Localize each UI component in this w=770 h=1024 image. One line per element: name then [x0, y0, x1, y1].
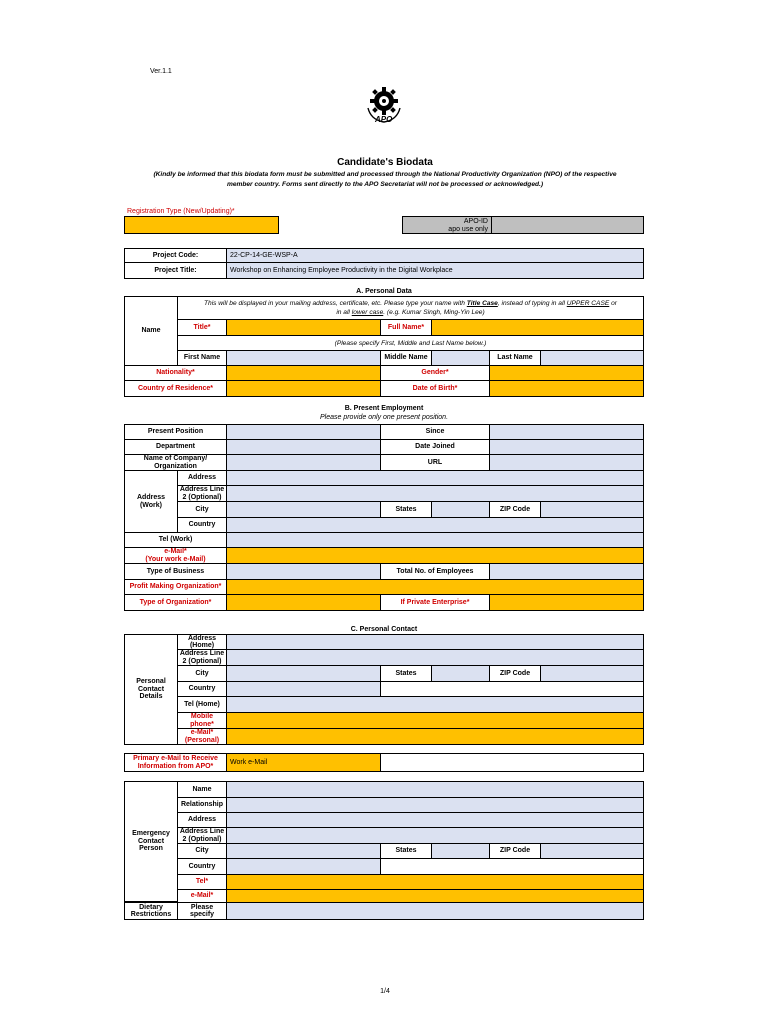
- personal-contact-line2: Contact: [137, 685, 165, 693]
- work-address2-line-a: Address Line: [179, 486, 225, 494]
- name-hint-cell: [177, 296, 644, 320]
- em-email-field[interactable]: [226, 889, 644, 903]
- specify-hint: (Please specify First, Middle and Last Name below.): [334, 340, 487, 347]
- work-email-line1: e-Mail*: [164, 548, 187, 556]
- em-address2-label: [177, 827, 227, 844]
- date-joined-field[interactable]: [489, 439, 644, 455]
- emergency-line1: Emergency: [132, 830, 170, 838]
- middle-name-field[interactable]: [431, 350, 490, 366]
- personal-email-field[interactable]: [226, 728, 644, 745]
- section-a-heading: A. Personal Data: [356, 288, 412, 295]
- primary-email-line-b: Information from APO*: [137, 762, 214, 770]
- mobile-label-line-b: phone*: [190, 720, 214, 728]
- version-label: Ver.1.1: [150, 68, 172, 75]
- dietary-line-b: Restrictions: [130, 911, 172, 918]
- em-address2-line-a: Address Line: [179, 828, 225, 836]
- apo-use-only-label: apo use only: [448, 226, 488, 233]
- home-address-label: [177, 634, 227, 650]
- private-enterprise-field[interactable]: [489, 594, 644, 611]
- present-position-label: Present Position: [124, 424, 227, 440]
- home-address2-line-b: 2 (Optional): [182, 657, 222, 665]
- last-name-label: Last Name: [489, 350, 541, 366]
- primary-email-label: [124, 753, 227, 772]
- since-label: Since: [380, 424, 490, 440]
- home-states-field[interactable]: [431, 665, 490, 682]
- work-states-label: States: [380, 501, 432, 518]
- name-hint-upper: UPPER CASE: [566, 300, 610, 307]
- work-email-field[interactable]: [226, 547, 644, 564]
- name-group-label: Name: [124, 296, 178, 366]
- notice-line1: (Kindly be informed that this biodata form must be submitted and processed through the National Productivity Organization (NPO) of the respective: [153, 171, 617, 178]
- company-field[interactable]: [226, 454, 381, 471]
- tel-work-field[interactable]: [226, 532, 644, 548]
- url-field[interactable]: [489, 454, 644, 471]
- address-work-line1: Address: [136, 494, 165, 502]
- personal-email-label: [177, 728, 227, 745]
- date-joined-label: Date Joined: [380, 439, 490, 455]
- company-label-cell: [124, 454, 227, 471]
- home-address2-line-a: Address Line: [179, 650, 225, 658]
- apo-id-label: APO-ID: [463, 218, 488, 225]
- type-org-field[interactable]: [226, 594, 381, 611]
- please-specify-line-b: specify: [189, 911, 215, 918]
- home-zip-field[interactable]: [540, 665, 644, 682]
- type-business-label: Type of Business: [124, 563, 227, 580]
- department-label: Department: [124, 439, 227, 455]
- home-zip-label: ZIP Code: [489, 665, 541, 682]
- first-name-field[interactable]: [226, 350, 381, 366]
- work-city-field[interactable]: [226, 501, 381, 518]
- section-b-heading: B. Present Employment: [344, 405, 424, 412]
- dob-label: Date of Birth*: [380, 380, 490, 397]
- tel-home-field[interactable]: [226, 696, 644, 713]
- em-country-filler: [380, 858, 644, 875]
- mobile-field[interactable]: [226, 712, 644, 729]
- work-address2-field[interactable]: [226, 485, 644, 502]
- tel-work-label: Tel (Work): [124, 532, 227, 548]
- work-address-label: Address: [177, 470, 227, 486]
- work-city-label: City: [177, 501, 227, 518]
- nationality-field[interactable]: [226, 365, 381, 381]
- project-title-value: Workshop on Enhancing Employee Productivity in the Digital Workplace: [226, 262, 644, 279]
- em-relationship-label: Relationship: [177, 797, 227, 813]
- personal-email-line-a: e-Mail*: [190, 729, 214, 737]
- home-address2-label: [177, 649, 227, 666]
- work-address2-label: [177, 485, 227, 502]
- private-enterprise-label: If Private Enterprise*: [380, 594, 490, 611]
- personal-contact-group-label: [124, 634, 178, 745]
- type-org-label: Type of Organization*: [124, 594, 227, 611]
- nationality-label: Nationality*: [124, 365, 227, 381]
- em-city-label: City: [177, 843, 227, 859]
- em-country-label: Country: [177, 858, 227, 875]
- em-tel-label: Tel*: [177, 874, 227, 890]
- em-states-label: States: [380, 843, 432, 859]
- full-name-label: Full Name*: [380, 319, 432, 336]
- name-hint-c: or: [611, 300, 617, 307]
- please-specify-label: [177, 902, 227, 920]
- project-code-value: 22-CP-14-GE-WSP-A: [226, 248, 644, 263]
- dob-field[interactable]: [489, 380, 644, 397]
- name-hint-a: This will be displayed in your mailing address, certificate, etc. Please type your name with: [204, 300, 465, 307]
- company-label-line2: Organization: [154, 462, 197, 470]
- full-name-field[interactable]: [431, 319, 644, 336]
- apo-id-label-cell: [402, 216, 492, 234]
- apo-id-field: [491, 216, 644, 234]
- profit-making-field[interactable]: [226, 579, 644, 595]
- em-states-field[interactable]: [431, 843, 490, 859]
- personal-email-line-b: (Personal): [184, 736, 220, 744]
- url-label: URL: [380, 454, 490, 471]
- project-title-label: Project Title:: [124, 262, 227, 279]
- dietary-label: [124, 902, 178, 920]
- specify-hint-cell: [177, 335, 644, 351]
- please-specify-line-a: Please: [190, 903, 214, 911]
- department-field[interactable]: [226, 439, 381, 455]
- middle-name-label: Middle Name: [380, 350, 432, 366]
- section-b-subheading: Please provide only one present position.: [319, 414, 449, 421]
- page-title: Candidate's Biodata: [337, 157, 433, 168]
- em-city-field[interactable]: [226, 843, 381, 859]
- em-name-field[interactable]: [226, 781, 644, 798]
- em-relationship-field[interactable]: [226, 797, 644, 813]
- emergency-line2: Contact: [137, 837, 165, 845]
- em-zip-label: ZIP Code: [489, 843, 541, 859]
- total-employees-label: Total No. of Employees: [380, 563, 490, 580]
- em-address2-line-b: 2 (Optional): [182, 835, 222, 843]
- dietary-field[interactable]: [226, 902, 644, 920]
- primary-email-filler: [380, 753, 644, 772]
- primary-email-select[interactable]: Work e-Mail: [226, 753, 381, 772]
- type-business-field[interactable]: [226, 563, 381, 580]
- work-country-label: Country: [177, 517, 227, 533]
- mobile-label: [177, 712, 227, 729]
- present-position-field[interactable]: [226, 424, 381, 440]
- gender-label: Gender*: [380, 365, 490, 381]
- emergency-line3: Person: [139, 845, 163, 853]
- profit-making-label: Profit Making Organization*: [124, 579, 227, 595]
- project-code-label: Project Code:: [124, 248, 227, 263]
- first-name-label: First Name: [177, 350, 227, 366]
- home-address-line-b: (Home): [189, 642, 215, 649]
- tel-home-label: Tel (Home): [177, 696, 227, 713]
- home-address-line-a: Address: [187, 634, 216, 642]
- personal-contact-line1: Personal: [136, 678, 166, 686]
- gender-field[interactable]: [489, 365, 644, 381]
- home-address2-field[interactable]: [226, 649, 644, 666]
- em-zip-field[interactable]: [540, 843, 644, 859]
- em-address2-field[interactable]: [226, 827, 644, 844]
- home-city-field[interactable]: [226, 665, 381, 682]
- title-label: Title*: [177, 319, 227, 336]
- name-hint-e: . (e.g. Kumar Singh, Ming-Yin Lee): [383, 309, 485, 316]
- work-zip-label: ZIP Code: [489, 501, 541, 518]
- personal-contact-line3: Details: [139, 693, 163, 701]
- country-residence-field[interactable]: [226, 380, 381, 397]
- mobile-label-line-a: Mobile: [190, 713, 214, 721]
- work-address-field[interactable]: [226, 470, 644, 486]
- work-email-line2: (Your work e-Mail): [145, 555, 206, 563]
- dietary-line-a: Dietary: [139, 903, 163, 911]
- em-address-field[interactable]: [226, 812, 644, 828]
- home-states-label: States: [380, 665, 432, 682]
- name-hint-title-case: Title Case: [466, 300, 498, 307]
- emergency-group-label: [124, 781, 178, 902]
- address-work-group-label: [124, 470, 178, 533]
- em-address-label: Address: [177, 812, 227, 828]
- home-country-field[interactable]: [226, 681, 381, 697]
- last-name-field[interactable]: [540, 350, 644, 366]
- company-label-line1: Name of Company/: [143, 455, 208, 463]
- em-email-label: e-Mail*: [177, 889, 227, 903]
- work-email-label: [124, 547, 227, 564]
- country-residence-label: Country of Residence*: [124, 380, 227, 397]
- section-c-heading: C. Personal Contact: [350, 626, 418, 633]
- apo-logo: [363, 84, 405, 126]
- page-number: 1/4: [380, 988, 390, 995]
- primary-email-line-a: Primary e-Mail to Receive: [133, 755, 218, 763]
- logo-text: APO: [375, 115, 393, 124]
- home-country-label: Country: [177, 681, 227, 697]
- name-hint-d: in all: [336, 309, 350, 316]
- name-hint-b: , instead of typing in all: [497, 300, 565, 307]
- address-work-line2: (Work): [139, 501, 163, 509]
- home-address-field[interactable]: [226, 634, 644, 650]
- name-hint-lower: lower case: [351, 309, 384, 316]
- em-name-label: Name: [177, 781, 227, 798]
- em-country-field[interactable]: [226, 858, 381, 875]
- work-country-field[interactable]: [226, 517, 644, 533]
- total-employees-field[interactable]: [489, 563, 644, 580]
- work-zip-field[interactable]: [540, 501, 644, 518]
- title-field[interactable]: [226, 319, 381, 336]
- work-states-field[interactable]: [431, 501, 490, 518]
- work-address2-line-b: 2 (Optional): [182, 493, 222, 501]
- home-country-filler: [380, 681, 644, 697]
- since-field[interactable]: [489, 424, 644, 440]
- registration-type-label: Registration Type (New/Updating)*: [127, 208, 235, 215]
- notice-line2: member country. Forms sent directly to the APO Secretariat will not be processed or acknowledged.): [226, 181, 544, 188]
- em-tel-field[interactable]: [226, 874, 644, 890]
- registration-type-field[interactable]: [124, 216, 279, 234]
- home-city-label: City: [177, 665, 227, 682]
